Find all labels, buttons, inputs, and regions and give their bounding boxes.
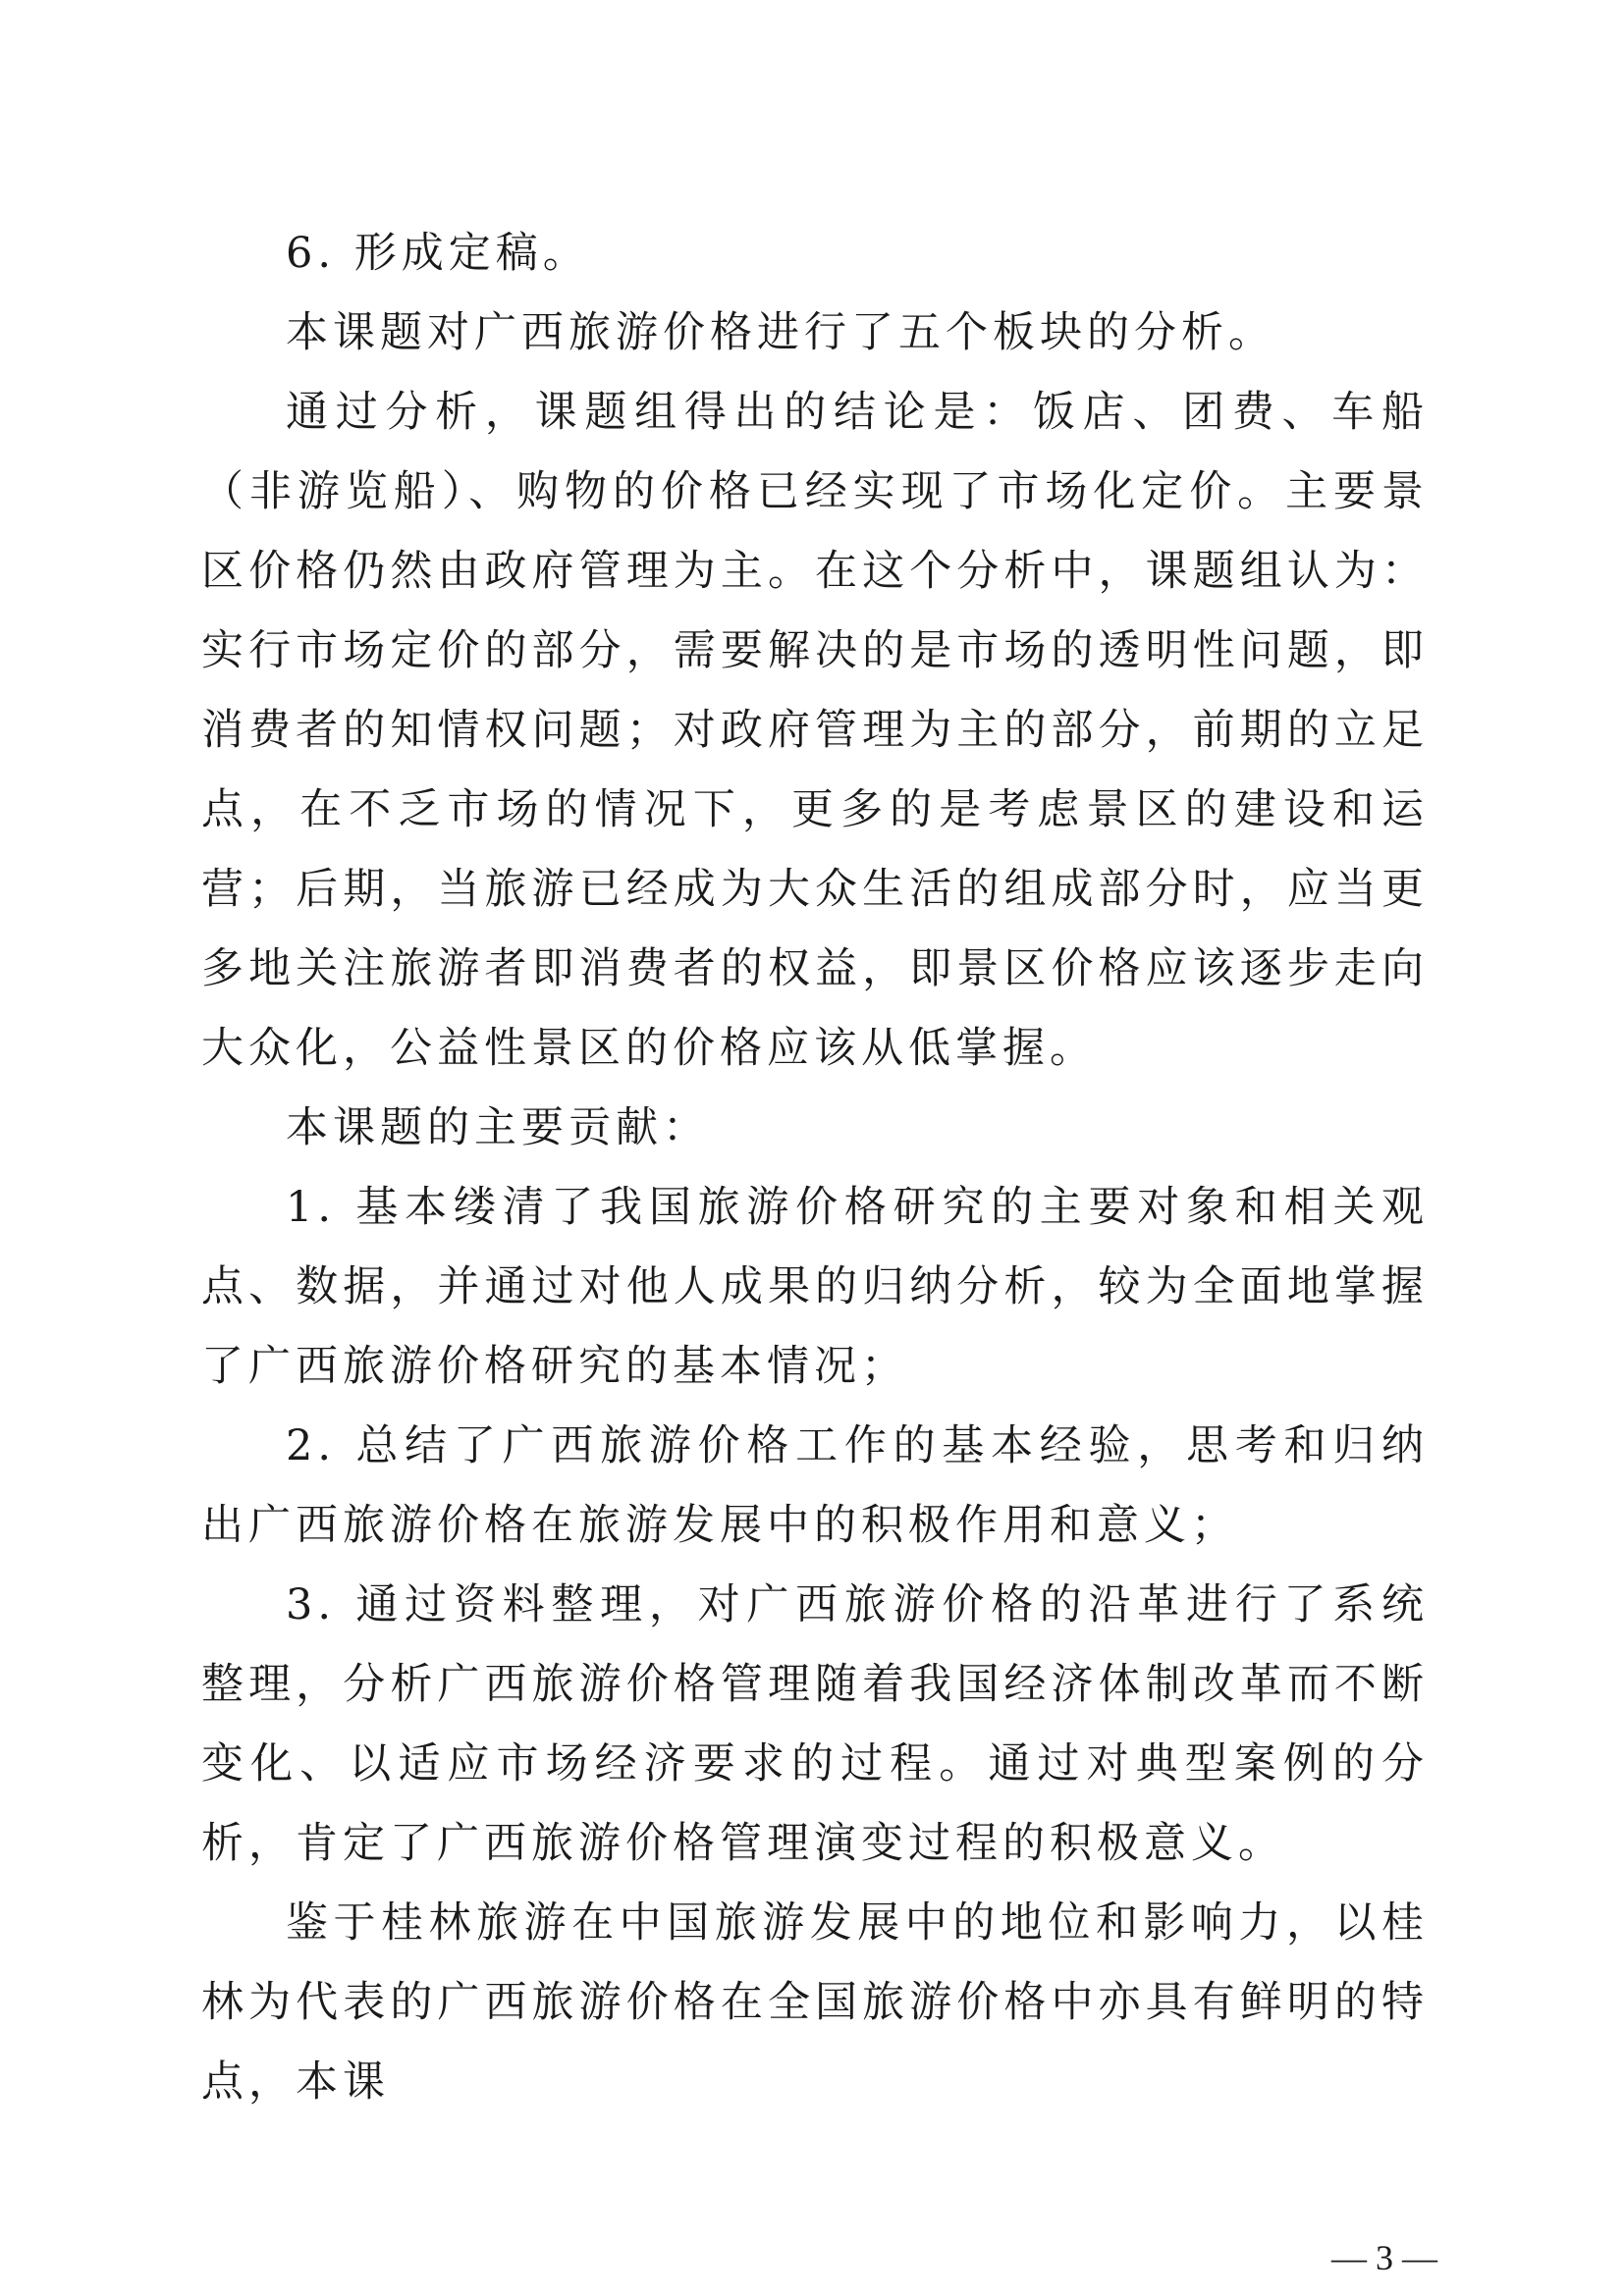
paragraph-step-6: 6. 形成定稿。 [286,229,590,278]
paragraph-contribution-3: 3. 通过资料整理，对广西旅游价格的沿革进行了系统整理，分析广西旅游价格管理随着我国经济体制改革而不断变化、以适应市场经济要求的过程。通过对典型案例的分析，肯定了广西旅游价格管理演变过程的积极意义。 [201,1580,1429,1868]
paragraph-analysis-scope: 本课题对广西旅游价格进行了五个板块的分析。 [286,308,1275,357]
body-text [201,214,1429,2122]
paragraph-contributions-heading: 本课题的主要贡献： [286,1103,710,1152]
page-number: — 3 — [1331,2238,1437,2277]
paragraph-guilin: 鉴于桂林旅游在中国旅游发展中的地位和影响力，以桂林为代表的广西旅游价格在全国旅游价格中亦具有鲜明的特点，本课 [201,1898,1429,2107]
paragraph-contribution-1: 1. 基本缕清了我国旅游价格研究的主要对象和相关观点、数据，并通过对他人成果的归纳分析，较为全面地掌握了广西旅游价格研究的基本情况； [201,1183,1429,1391]
paragraph-contribution-2: 2. 总结了广西旅游价格工作的基本经验，思考和归纳出广西旅游价格在旅游发展中的积极作用和意义； [201,1421,1429,1550]
paragraph-conclusion: 通过分析，课题组得出的结论是：饭店、团费、车船（非游览船）、购物的价格已经实现了市场化定价。主要景区价格仍然由政府管理为主。在这个分析中，课题组认为：实行市场定价的部分，需要解决的是市场的透明性问题，即消费者的知情权问题；对政府管理为主的部分，前期的立足点，在不乏市场的情况下，更多的是考虑景区的建设和运营；后期，当旅游已经成为大众生活的组成部分时，应当更多地关注旅游者即消费者的权益，即景区价格应该逐步走向大众化，公益性景区的价格应该从低掌握。 [201,388,1429,1073]
